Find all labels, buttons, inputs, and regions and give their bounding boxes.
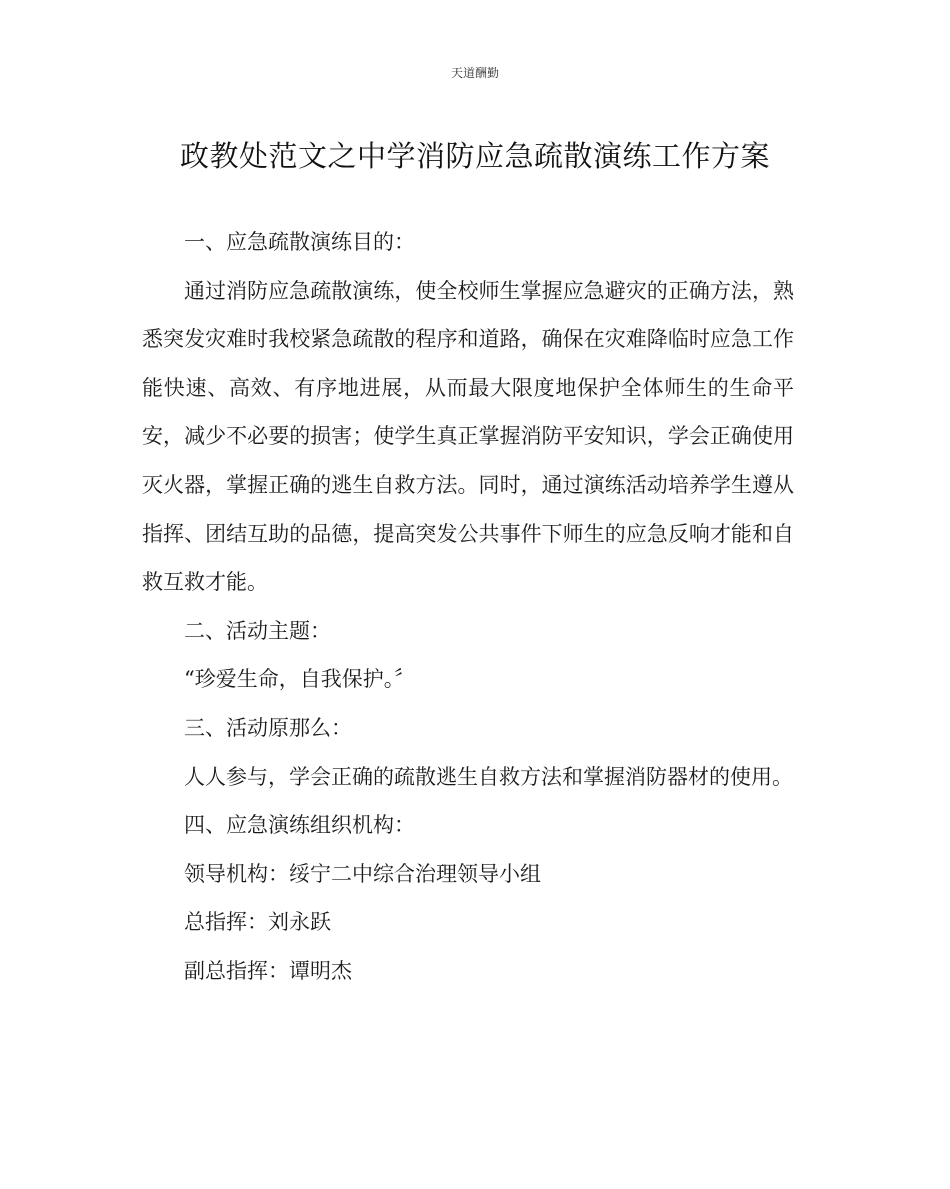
paragraph-purpose-text: 通过消防应急疏散演练，使全校师生掌握应急避灾的正确方法，熟悉突发灾难时我校紧急疏散的程序和道路，确保在灾难降临时应急工作能快速、高效、有序地进展，从而最大限度地保护全体师生的生命平安，减少不必要的损害；使学生真正掌握消防平安知识，学会正确使用灭火器，掌握正确的逃生自救方法。同时，通过演练活动培养学生遵从指挥、团结互助的品德，提高突发公共事件下师生的应急反响才能和自救互救才能。 — [142, 278, 794, 595]
section-heading-organization: 四、应急演练组织机构： — [184, 813, 415, 838]
paragraph-chief-commander: 总指挥：刘永跃 — [184, 910, 331, 935]
document-body — [142, 218, 794, 996]
paragraph-theme-text: “珍爱生命，自我保护。〞 — [184, 667, 416, 692]
document-title: 政教处范文之中学消防应急疏散演练工作方案 — [179, 139, 770, 173]
section-heading-principle: 三、活动原那么： — [184, 715, 352, 740]
section-heading-purpose: 一、应急疏散演练目的： — [184, 230, 415, 254]
paragraph-principle-text: 人人参与，学会正确的疏散逃生自救方法和掌握消防器材的使用。 — [184, 764, 793, 789]
paragraph-deputy-commander: 副总指挥：谭明杰 — [184, 958, 352, 983]
page-header: 天道酬勤 — [450, 66, 499, 80]
section-heading-theme: 二、活动主题： — [184, 618, 331, 643]
paragraph-leadership: 领导机构：绥宁二中综合治理领导小组 — [184, 861, 541, 886]
